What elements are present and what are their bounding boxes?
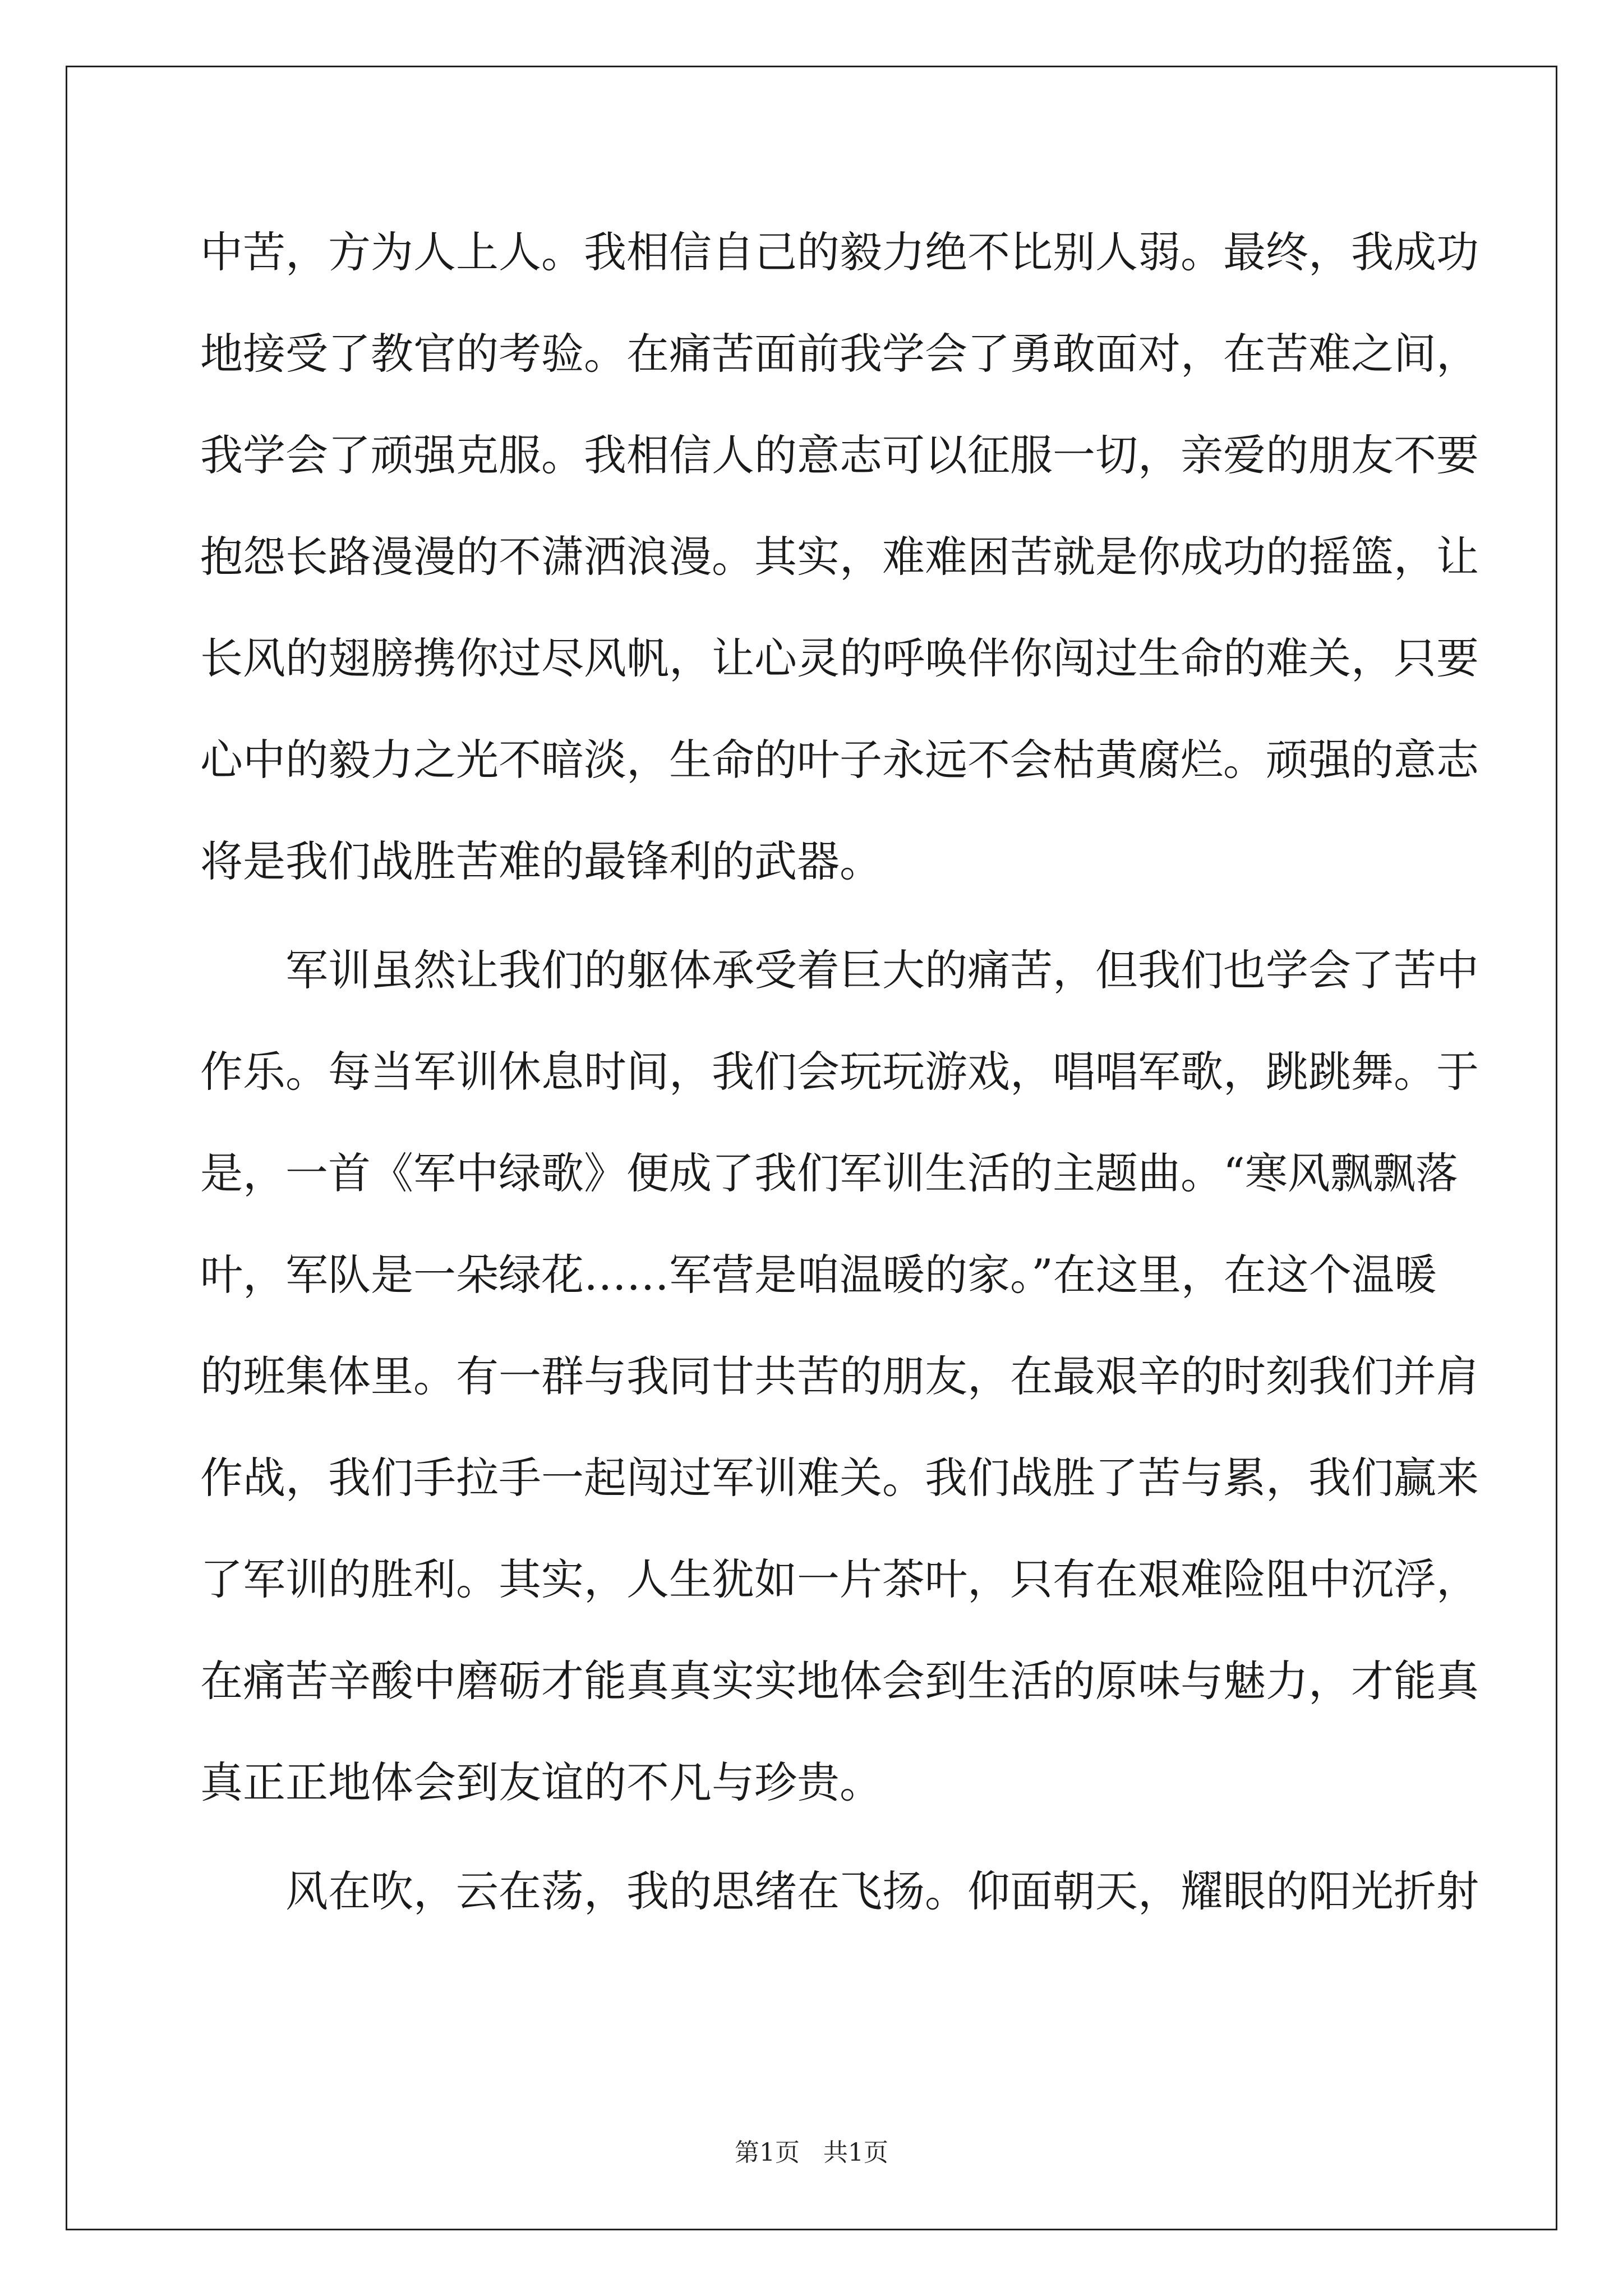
document-body: [200, 222, 1479, 1962]
text-line: 地接受了教官的考验。在痛苦面前我学会了勇敢面对，在苦难之间，: [200, 329, 1479, 379]
text-line: 是，一首《军中绿歌》便成了我们军训生活的主题曲。“寒风飘飘落: [200, 1148, 1458, 1198]
text-line: 叶，军队是一朵绿花……军营是咱温暖的家。”在这里，在这个温暖: [200, 1250, 1437, 1300]
text-line: 真正正地体会到友谊的不凡与珍贵。: [200, 1757, 882, 1807]
text-line: 作战，我们手拉手一起闯过军训难关。我们战胜了苦与累，我们赢来: [200, 1453, 1479, 1503]
text-line: 抱怨长路漫漫的不潇洒浪漫。其实，难难困苦就是你成功的摇篮，让: [200, 532, 1479, 582]
paragraph-first-line: 风在吹，云在荡，我的思绪在飞扬。仰面朝天，耀眼的阳光折射: [285, 1866, 1479, 1916]
text-line: 中苦，方为人上人。我相信自己的毅力绝不比别人弱。最终，我成功: [200, 227, 1479, 277]
page-footer: 第1页 共1页: [735, 2138, 888, 2167]
text-line: 了军训的胜利。其实，人生犹如一片茶叶，只有在艰难险阻中沉浮，: [200, 1554, 1479, 1604]
text-line: 作乐。每当军训休息时间，我们会玩玩游戏，唱唱军歌，跳跳舞。于: [200, 1047, 1479, 1097]
text-line: 将是我们战胜苦难的最锋利的武器。: [200, 836, 882, 886]
text-line: 的班集体里。有一群与我同甘共苦的朋友，在最艰辛的时刻我们并肩: [200, 1351, 1479, 1401]
text-line: 心中的毅力之光不暗淡，生命的叶子永远不会枯黄腐烂。顽强的意志: [200, 735, 1479, 785]
text-line: 我学会了顽强克服。我相信人的意志可以征服一切，亲爱的朋友不要: [200, 430, 1479, 480]
text-line: 长风的翅膀携你过尽风帆，让心灵的呼唤伴你闯过生命的难关，只要: [200, 633, 1479, 683]
paragraph-first-line: 军训虽然让我们的躯体承受着巨大的痛苦，但我们也学会了苦中: [285, 945, 1479, 995]
text-line: 在痛苦辛酸中磨砺才能真真实实地体会到生活的原味与魅力，才能真: [200, 1656, 1479, 1706]
